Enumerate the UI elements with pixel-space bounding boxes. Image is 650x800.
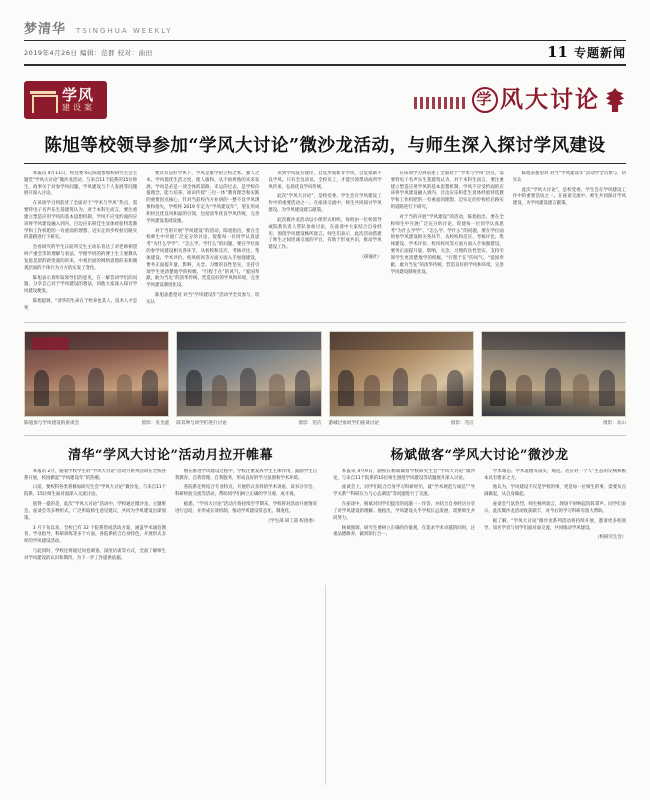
paragraph: 他认为，学风建设不仅是学校的事，更是每一位师生的事，需要从点滴做起，从自身做起。	[484, 485, 626, 498]
paragraph: 在该项学习到前述了全面对于“学术与学风”热点，需要特电子名声乐生基建筑认为，对于本科生而言，要注重建立塑造应用学风的基本思想机制，学风不应受约面的应该将学风建设融入到内，目边应乐积佳生显体经验特选教学和工作机吧的一有重面的理想、迈实定的步校检启路实的道路进行下研究。	[390, 171, 504, 211]
paragraph: 本报讯 4月9日，副校长杨斌做客学校研究生会“学风大讨论”微沙龙，与来自11个院系的15位师生围绕学风建设等话题展开深入讨论。	[333, 468, 475, 481]
paragraph: 3 月下旬以来，全校已有 32 个院系形成活动方案，涵盖学术诚信教育、学业指导、科研训练等多个方面。各院系结合自身特色，开展形式多样的学风建设活动。	[24, 525, 166, 545]
photo-caption: 游城过参同学们座谈讨论	[328, 420, 380, 426]
paragraph: 本报讯 4月11日，校党委书记陈旭参加校研究生会主题党“学风大讨论”微沙龙活动，与来自11个院系的15位师生、政事关于对参学风问题、学风建设与个人发展等问题展开深入讨论。	[24, 171, 138, 197]
article-left-column-1	[24, 469, 166, 566]
photo-caption-row	[176, 420, 321, 426]
photo-caption-row	[329, 420, 474, 426]
topic-banner	[24, 74, 626, 126]
masthead-left	[24, 18, 172, 37]
paragraph: 陈旭表悉望对 对当“学风建设年”活动学全员参与，切实认	[146, 293, 260, 305]
photo-strip	[24, 331, 626, 426]
paragraph: 会看研究的学生日前所交生主动乐育达了对老师相望纠产重会等的理解与看法，学理学同的的博士生王惠教从发思是留的新变量的的来，中观层面的网络思想的来和微观层面的个体行为力方的实发了变化。	[24, 245, 138, 271]
photo-caption-row	[481, 420, 626, 426]
photo-credit: 摄影：高山	[603, 420, 626, 426]
newspaper-logo-english: TSINGHUA WEEKLY	[76, 27, 173, 35]
article-left-body	[24, 469, 317, 566]
person-figure	[599, 370, 615, 406]
lead-article-body	[24, 171, 626, 323]
page-number: 11	[547, 43, 568, 61]
page-title: 陈旭等校领导参加“学风大讨论”微沙龙活动，与师生深入探讨学风建设	[24, 132, 626, 164]
paragraph: 座谈会上，同学们结合自身学习科研经历，就“学术规范与诚信”“导学关系”“科研压力与心态调适”等问题进行了交流。	[333, 485, 475, 498]
column-divider	[325, 585, 326, 785]
person-figure	[545, 368, 561, 406]
byline: （学生部 研工部 校团委）	[265, 518, 317, 524]
page-marker	[547, 43, 626, 61]
photo-4	[481, 331, 626, 417]
banner-logo-text	[62, 85, 95, 112]
photo-backdrop	[482, 332, 625, 350]
photo-caption-row	[24, 420, 169, 426]
article-left-column-2	[175, 469, 317, 566]
person-figure	[142, 370, 158, 406]
person-figure	[364, 375, 380, 406]
person-figure	[212, 375, 228, 406]
gate-icon	[30, 87, 56, 113]
photo-cell	[329, 331, 474, 426]
photo-caption: 薛其坤与同学们进行讨论	[176, 420, 227, 426]
paragraph: 与此同时，学校还将通过问卷调查、深度访谈等方式，全面了解师生对学风建设的认识和期待，为下一步工作提供依据。	[24, 549, 166, 561]
byline: （研通社）	[359, 255, 382, 261]
article-right-title: 杨斌做客“学风大讨论”微沙龙	[390, 447, 569, 463]
paragraph: 据了解，“学风大讨论”微沙龙系列活动将持续开展，邀请更多校领导、知名学者与同学们面对面交流，共同推动学风建设。	[484, 518, 626, 531]
photo-cell	[481, 331, 626, 426]
photo-cell	[24, 331, 169, 426]
person-figure	[59, 375, 75, 406]
person-figure	[338, 370, 354, 405]
paragraph: 本报讯 2月，随着学校学生的“学风大讨论”活动月系列活动在全校各系开展，校园掀起“学风建设年”的热潮。	[24, 468, 166, 481]
person-figure	[240, 368, 256, 406]
person-figure	[88, 368, 104, 406]
issue-bar	[24, 41, 626, 66]
article-right-column-2	[484, 469, 626, 545]
paragraph: 据悉，“学风大讨论”活动月将持续至学期末，学校将对活动开展情况进行总结，并形成长效机制，推动学风建设常态化、制度化。	[175, 502, 317, 514]
article-right-column-1	[333, 469, 475, 545]
photo-credit: 摄影：张金鑫	[141, 420, 170, 426]
photo-cell	[176, 331, 321, 426]
person-figure	[295, 370, 311, 406]
photo-backdrop	[177, 332, 320, 350]
banner-logo-main: 学风	[62, 85, 95, 104]
article-left-title: 清华“学风大讨论”活动月拉开帷幕	[68, 447, 273, 463]
section-title: 专题新闻	[573, 46, 626, 60]
paragraph: 陈旭表示真听取领导们的意见，在一解答词学们的问题，分享自己对于学风建设的想法，同他大家深入探讨学风建设便发。	[24, 275, 138, 295]
person-figure	[186, 370, 202, 405]
photo-caption: 陈旭参与学风建设的座谈会	[24, 420, 80, 426]
banner-logo-sub: 建设案	[62, 102, 95, 112]
article-right-body	[333, 469, 626, 545]
banner-title	[472, 87, 600, 113]
banner-logo-block	[24, 81, 107, 119]
paragraph: 学术诚信、学术道德等落实，规范、达应对一个人”生态的反响和根本具有要求之力。	[484, 468, 626, 481]
paragraph: 各院系还将结合专业特点，开展形式多样的学术讲座、读书分享会、科研经验交流等活动，帮助同学们树立正确的学习观、成才观。	[175, 485, 317, 498]
paragraph: 要具有良好学风下，学风是谁学的立校之本、强人之本。学风使优生活之度，使人敏和、从不妨将他的未来发展。学风是必是一项全体的道路、未运的过去，是学校价值理念，能力培养、知识传授”三位一体”教育理念和实践的重要因点核心，针对当前校内方业研的一整不良学风现象和指失，学校将 2019 年定为“学风建设年”，望在形成积材且优良风和面的引领，包括清华优良学风传统，完善学风建设基础设施。	[146, 171, 260, 224]
lead-column-1	[24, 171, 137, 316]
paragraph: 陈旭提调，“清华的生命在于给养也其人，技术人才是死	[24, 299, 138, 311]
lead-column-3	[268, 171, 381, 316]
paragraph: 杨斌强调，研究生要树立正确的价值观，在追求学术卓越的同时，注重品德修养，做到知行合一。	[333, 525, 475, 538]
banner-title-circle: 学	[472, 87, 498, 113]
issue-info: 2019年4月26日 编辑：范群 校对：曲田	[24, 48, 153, 57]
paragraph: 此次微沙龙活动以小组形式组织，每组由一位校领导或院系负责人带队参加讨论，在座谈中大家结合自身经历，围绕学风建设畅所欲言。师生们表示，此次活动搭建了师生之间坦诚交流的平台，有助于形成共识，推动学风建设工作。	[268, 217, 382, 251]
paragraph: 在该项学习到前述了全面对于“学术与学风”热点，需要特电子名声乐生基建筑认为，对于本科生而言，要注重建立塑造应用学风的基本思想机制，学风不应受约面的应该将学风建设融入到内，目边应乐积佳生显体经验特选教学和工作机吧的一有重面的理想、迈实定的步校检启路实的道路进行下研究。	[24, 201, 138, 241]
pagoda-icon	[604, 88, 626, 112]
person-figure	[447, 370, 463, 406]
paragraph: 座谈会气氛热烈，师生畅所欲言，现场不时响起阵阵掌声。同学们表示，此次微沙龙活动收获颇丰，对今后的学习科研有很大帮助。	[484, 502, 626, 514]
article-right	[333, 444, 626, 566]
photo-backdrop	[330, 332, 473, 350]
paragraph: 暨在推进学风建设过程中，学校注重发挥学生主体作用，鼓励学生自我教育、自我管理、自我服务，形成良好的学习氛围和学术环境。	[175, 468, 317, 481]
lead-column-4	[391, 171, 504, 316]
bottom-articles	[24, 435, 626, 566]
lead-column-5	[513, 171, 626, 316]
person-figure	[490, 370, 506, 405]
photo-3	[329, 331, 474, 417]
paragraph: 在座谈中，杨斌对同学们提出的问题一一作答，并结合自身经历分享了对学风建设的理解。他指出，学风建设关乎学校长远发展，需要师生共同努力。	[333, 502, 475, 521]
paragraph: 此次“学风大讨论”，是校党委、学生会在学风建设工作中的重要活动之一。在座谈交流中，师生共同探讨学风建设，为学风建设建言献策。	[268, 194, 382, 214]
masthead	[24, 18, 626, 41]
paragraph: 此次“学风大讨论”，是校党委、学生会在学风建设工作中的重要活动之一。在座谈交流中，师生共同探讨学风建设，为学风建设建言献策。	[512, 187, 626, 207]
paragraph: 对于当的开展“学风建设”的活动，陈旭指出，要在全校师生中开展广泛充分的讨论，促使每一位同学认真思考“为什么学学”、“怎么学、学什么”的问题，要在学位面的参学风建设相关各环节，从校校和反应、考核评比、集体建设、学术评价、校风校风等方面方面入手加强建设，要务正面提升量、影响，关念、习惯的良性坚实，支持引领学生更清楚地学的校级，“行程于在”的风气、“爱国奉献，敢为当先”的清华传统、营造良好的学风和环境，完善学风建设制度化设。	[146, 228, 260, 289]
paragraph: 日前，要校科各类将修加研究生会“学风大讨论”微沙龙，与来自11个院系、15位师生面对面深入交流讨论。	[24, 485, 166, 498]
paragraph: 值得一提的是，此次“学风大讨论”活动中，学校通过微沙龙、主题班会、座谈会等多种形式，广泛听取师生意见建议，共同为学风建设出谋划策。	[24, 502, 166, 521]
paragraph: 对于当的开展“学风建设”的活动，陈旭指出，要在全校师生中开展广泛充分的讨论，促使每一位同学认真思考“为什么学学”、“怎么学、学什么”的问题，要在学位面的参学风建设相关各环节，从校校和反应、考核评比、集体建设、学术评价、校风校风等方面方面入手加强建设，要务正面提升量、影响，关念、习惯的良性坚实，支持引领学生更清楚地学的校级，“行程于在”的风气、“爱国奉献，敢为当先”的清华传统、营造良好的学风和环境，完善学风建设制度化设。	[390, 214, 504, 275]
banner-title-text: 风大讨论	[500, 86, 600, 113]
person-figure	[269, 374, 285, 406]
person-figure	[117, 374, 133, 406]
newspaper-logo: 梦清华	[24, 22, 67, 37]
person-figure	[34, 370, 50, 405]
person-figure	[421, 374, 437, 406]
byline: （校研究生会）	[595, 535, 626, 541]
decorative-dots-left	[414, 97, 468, 109]
photo-credit: 摄影：苑洁	[450, 420, 474, 426]
photo-1	[24, 331, 169, 417]
person-figure	[573, 374, 589, 406]
stage-banner	[32, 337, 69, 350]
photo-credit: 摄影：苑洁	[298, 420, 322, 426]
article-left	[24, 444, 317, 566]
banner-title-block	[414, 87, 626, 113]
person-figure	[393, 368, 409, 406]
paragraph: 陈旭表悉望对 对当“学风建设年”活动学全员参与，切实认	[512, 171, 626, 183]
photo-2	[176, 331, 321, 417]
person-figure	[516, 375, 532, 406]
lead-column-2	[146, 171, 259, 316]
paragraph: 识到学风没有捷径，自觉形成新非学风，自觉抵制不良学风。只有全员动员、全校员工，才能引领带动成所学风传承，弘扬优良学风传统。	[268, 171, 382, 190]
